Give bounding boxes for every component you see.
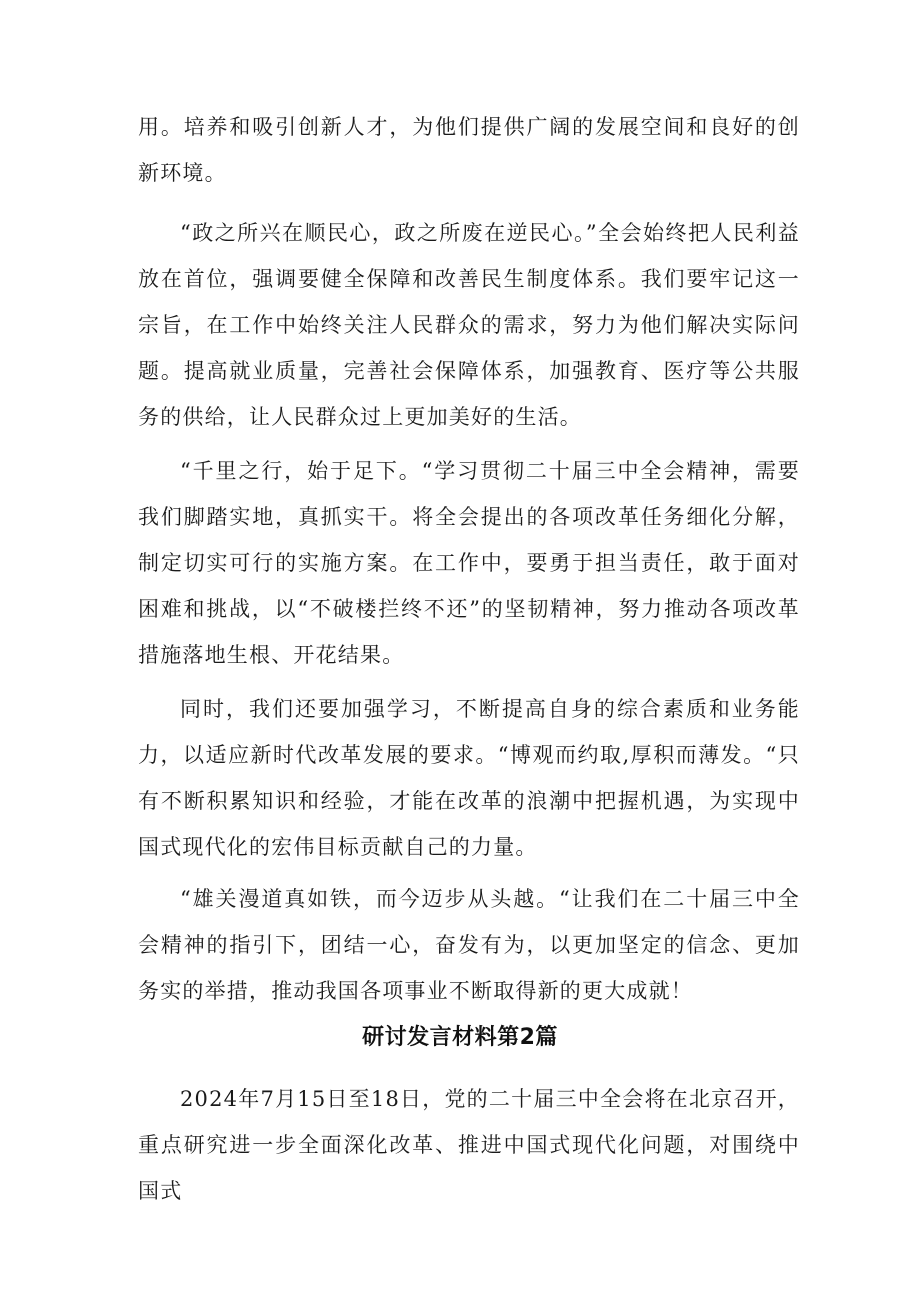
paragraph-learning: 同时，我们还要加强学习，不断提高自身的综合素质和业务能力，以适应新时代改革发展的要求。“博观而约取,厚积而薄发。“只有不断积累知识和经验，才能在改革的浪潮中把握机遇，为实现中国式现代化的宏伟目标贡献自己的力量。 [138, 697, 800, 859]
paragraph-section2-intro: 2024年7月15日至18日，党的二十届三中全会将在北京召开，重点研究进一步全面深化改革、推进中国式现代化问题，对围绕中国式 [138, 1087, 800, 1203]
paragraph-practical-action: “千里之行，始于足下。“学习贯彻二十届三中全会精神，需要我们脚踏实地，真抓实干。将全会提出的各项改革任务细化分解，制定切实可行的实施方案。在工作中，要勇于担当责任，敢于面对困难和挑战，以“不破楼拦终不还”的坚韧精神，努力推动各项改革措施落地生根、开花结果。 [138, 459, 800, 667]
paragraph-conclusion: “雄关漫道真如铁，而今迈步从头越。“让我们在二十届三中全会精神的指引下，团结一心，奋发有为，以更加坚定的信念、更加务实的举措，推动我国各项事业不断取得新的更大成就！ [138, 887, 800, 1003]
paragraph-continued: 用。培养和吸引创新人才，为他们提供广阔的发展空间和良好的创新环境。 [138, 115, 800, 185]
section-heading: 研讨发言材料第2篇 [362, 1025, 558, 1050]
paragraph-people-livelihood: “政之所兴在顺民心，政之所废在逆民心。”全会始终把人民利益放在首位，强调要健全保障和改善民生制度体系。我们要牢记这一宗旨，在工作中始终关注人民群众的需求，努力为他们解决实际问题。提高就业质量，完善社会保障体系，加强教育、医疗等公共服务的供给，让人民群众过上更加美好的生活。 [138, 221, 800, 429]
